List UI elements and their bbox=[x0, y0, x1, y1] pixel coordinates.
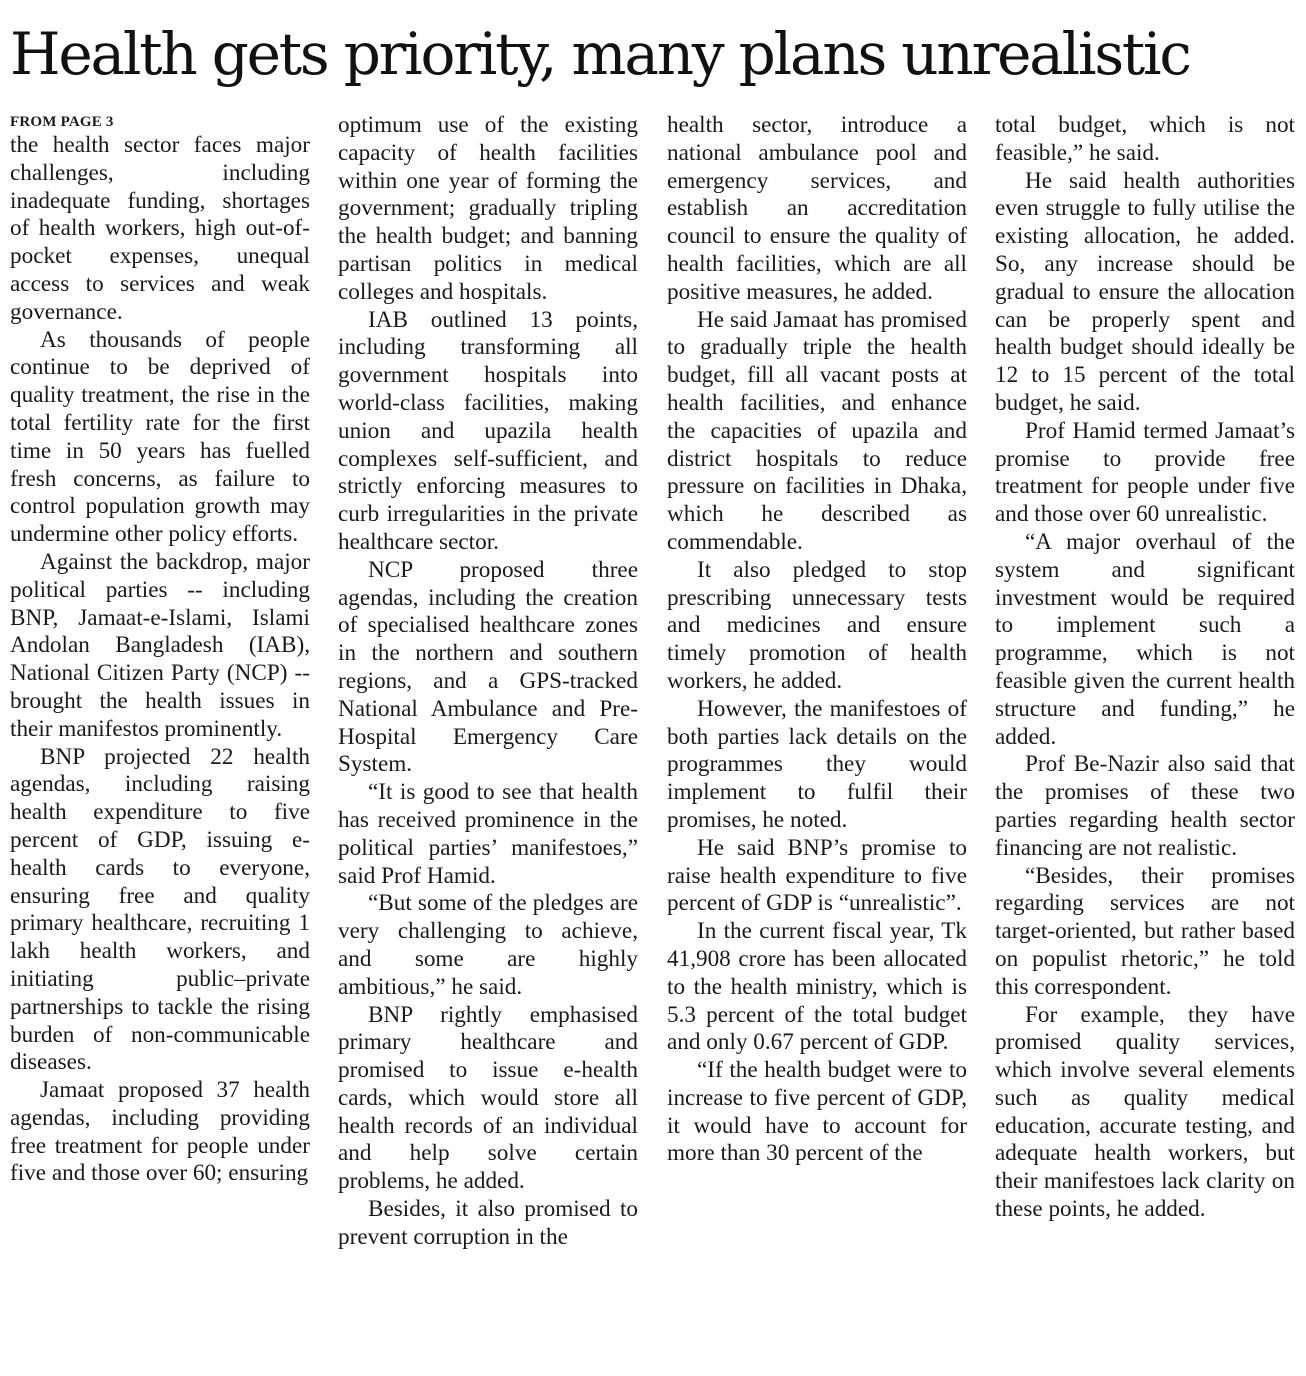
paragraph: He said Jamaat has promised to gradually triple the health budget, fill all vacant posts at health facilities, and enhance the capacities of upazila and district hospitals to reduce pressure on facilities in Dhaka, which he described as commendable. bbox=[667, 306, 967, 555]
paragraph: optimum use of the existing capacity of health facilities within one year of forming the government; gradually tripling the health budget; and banning partisan politics in medical colleges and hospitals. bbox=[338, 112, 638, 305]
paragraph: “If the health budget were to increase to five percent of GDP, it would have to account for more than 30 percent of the bbox=[667, 1057, 967, 1167]
paragraph: However, the manifestoes of both parties lack details on the programmes they would implement to fulfil their promises, he noted. bbox=[667, 695, 967, 833]
paragraph: For example, they have promised quality services, which involve several elements such as quality medical education, accurate testing, and adequate health workers, but their manifestoes lack clarity on these points, he added. bbox=[995, 1001, 1295, 1223]
paragraph: Jamaat proposed 37 health agendas, including providing free treatment for people under five and those over 60; ensuring bbox=[10, 1077, 310, 1187]
paragraph: “Besides, their promises regarding services are not target-oriented, but rather based on populist rhetoric,” he told this correspondent. bbox=[995, 862, 1295, 1000]
paragraph: total budget, which is not feasible,” he said. bbox=[995, 112, 1295, 166]
paragraph: Prof Hamid termed Jamaat’s promise to provide free treatment for people under five and those over 60 unrealistic. bbox=[995, 417, 1295, 528]
headline: Health gets priority, many plans unrealistic bbox=[10, 20, 1190, 88]
paragraph: “But some of the pledges are very challenging to achieve, and some are highly ambitious,” he said. bbox=[338, 890, 638, 1000]
paragraph: He said health authorities even struggle to fully utilise the existing allocation, he added. So, any increase should be gradual to ensure the allocation can be properly spent and health budget should ideally be 12 to 15 percent of the total budget, he said. bbox=[995, 167, 1295, 416]
article-column-3 bbox=[667, 112, 967, 1168]
paragraph: Against the backdrop, major political parties -- including BNP, Jamaat-e-Islami, Islami Andolan Bangladesh (IAB), National Citizen Party (NCP) -- brought the health issues in their manifestos prominently. bbox=[10, 548, 310, 742]
paragraph: In the current fiscal year, Tk 41,908 crore has been allocated to the health ministry, which is 5.3 percent of the total budget and only 0.67 percent of GDP. bbox=[667, 918, 967, 1056]
article-column-2 bbox=[338, 112, 638, 1252]
paragraph: NCP proposed three agendas, including the creation of specialised healthcare zones in the northern and southern regions, and a GPS-tracked National Ambulance and Pre-Hospital Emergency Care System. bbox=[338, 556, 638, 778]
paragraph: BNP projected 22 health agendas, including raising health expenditure to five percent of GDP, issuing e-health cards to everyone, ensuring free and quality primary healthcare, recruiting 1 lakh health workers, and initiating public–private partnerships to tackle the rising burden of non-communicable diseases. bbox=[10, 743, 310, 1076]
continued-from-label: FROM PAGE 3 bbox=[10, 114, 114, 130]
paragraph: It also pledged to stop prescribing unnecessary tests and medicines and ensure timely promotion of health workers, he added. bbox=[667, 556, 967, 694]
paragraph: “A major overhaul of the system and significant investment would be required to implement such a programme, which is not feasible given the current health structure and funding,” he added. bbox=[995, 528, 1295, 750]
article-column-1 bbox=[10, 112, 310, 1188]
paragraph: the health sector faces major challenges, including inadequate funding, shortages of health workers, high out-of-pocket expenses, unequal access to services and weak governance. bbox=[10, 132, 310, 325]
paragraph: BNP rightly emphasised primary healthcare and promised to issue e-health cards, which would store all health records of an individual and help solve certain problems, he added. bbox=[338, 1001, 638, 1195]
paragraph: “It is good to see that health has received prominence in the political parties’ manifestoes,” said Prof Hamid. bbox=[338, 779, 638, 889]
paragraph: health sector, introduce a national ambulance pool and emergency services, and establish an accreditation council to ensure the quality of health facilities, which are all positive measures, he added. bbox=[667, 112, 967, 305]
paragraph: Besides, it also promised to prevent corruption in the bbox=[338, 1196, 638, 1250]
paragraph: He said BNP’s promise to raise health expenditure to five percent of GDP is “unrealistic”. bbox=[667, 834, 967, 917]
paragraph: Prof Be-Nazir also said that the promises of these two parties regarding health sector financing are not realistic. bbox=[995, 751, 1295, 861]
article-column-4 bbox=[995, 112, 1295, 1224]
paragraph: IAB outlined 13 points, including transforming all government hospitals into world-class facilities, making union and upazila health complexes self-sufficient, and strictly enforcing measures to curb irregularities in the private healthcare sector. bbox=[338, 306, 638, 555]
paragraph: As thousands of people continue to be deprived of quality treatment, the rise in the total fertility rate for the first time in 50 years has fuelled fresh concerns, as failure to control population growth may undermine other policy efforts. bbox=[10, 326, 310, 548]
